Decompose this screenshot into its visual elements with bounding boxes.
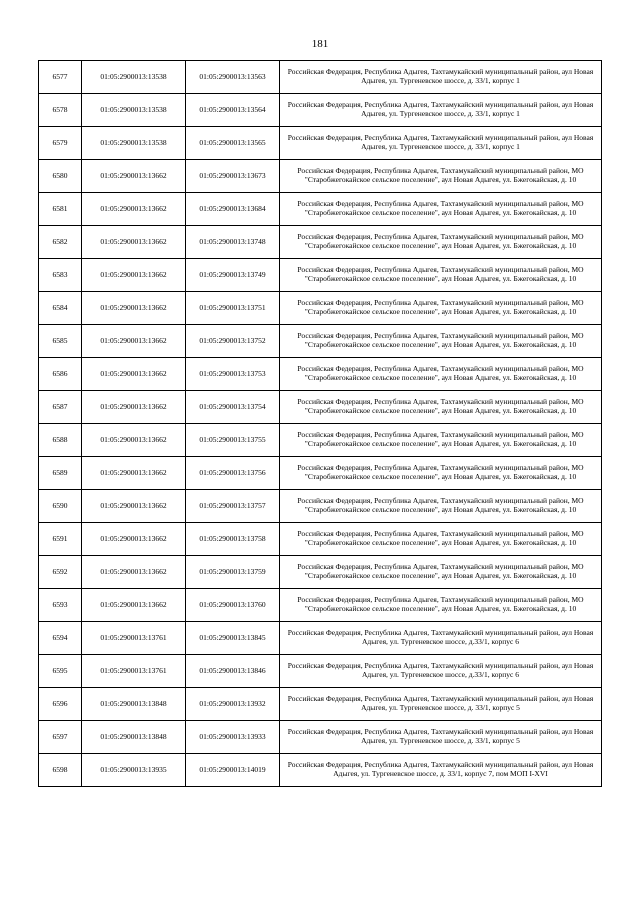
parent-cadastral-number-cell: 01:05:2900013:13662 <box>82 457 186 490</box>
table-row <box>39 655 602 688</box>
table-row <box>39 589 602 622</box>
parent-cadastral-number-cell: 01:05:2900013:13538 <box>82 127 186 160</box>
row-number-cell: 6587 <box>39 391 82 424</box>
row-number-cell: 6593 <box>39 589 82 622</box>
row-number-cell: 6579 <box>39 127 82 160</box>
table-row <box>39 94 602 127</box>
row-number-cell: 6583 <box>39 259 82 292</box>
address-cell: Российская Федерация, Республика Адыгея, Тахтамукайский муниципальный район, МО "Старобжегокайское сельское поселение", аул Новая Адыгея, ул. Бжегокайская, д. 10 <box>280 358 602 391</box>
parent-cadastral-number-cell: 01:05:2900013:13662 <box>82 391 186 424</box>
row-number-cell: 6594 <box>39 622 82 655</box>
row-number-cell: 6591 <box>39 523 82 556</box>
row-number-cell: 6592 <box>39 556 82 589</box>
parent-cadastral-number-cell: 01:05:2900013:13848 <box>82 721 186 754</box>
address-cell: Российская Федерация, Республика Адыгея, Тахтамукайский муниципальный район, МО "Старобжегокайское сельское поселение", аул Новая Адыгея, ул. Бжегокайская, д. 10 <box>280 325 602 358</box>
address-cell: Российская Федерация, Республика Адыгея, Тахтамукайский муниципальный район, МО "Старобжегокайское сельское поселение", аул Новая Адыгея, ул. Бжегокайская, д. 10 <box>280 424 602 457</box>
cadastral-number-cell: 01:05:2900013:14019 <box>186 754 280 787</box>
table-row <box>39 325 602 358</box>
address-cell: Российская Федерация, Республика Адыгея, Тахтамукайский муниципальный район, аул Новая Адыгея, ул. Тургеневское шоссе, д. 33/1, корпус 5 <box>280 721 602 754</box>
cadastral-register-table <box>38 60 602 787</box>
cadastral-number-cell: 01:05:2900013:13756 <box>186 457 280 490</box>
parent-cadastral-number-cell: 01:05:2900013:13761 <box>82 622 186 655</box>
parent-cadastral-number-cell: 01:05:2900013:13662 <box>82 589 186 622</box>
row-number-cell: 6586 <box>39 358 82 391</box>
parent-cadastral-number-cell: 01:05:2900013:13662 <box>82 556 186 589</box>
cadastral-number-cell: 01:05:2900013:13846 <box>186 655 280 688</box>
parent-cadastral-number-cell: 01:05:2900013:13662 <box>82 523 186 556</box>
row-number-cell: 6580 <box>39 160 82 193</box>
parent-cadastral-number-cell: 01:05:2900013:13761 <box>82 655 186 688</box>
table-row <box>39 457 602 490</box>
row-number-cell: 6588 <box>39 424 82 457</box>
table-row <box>39 688 602 721</box>
table-row <box>39 424 602 457</box>
address-cell: Российская Федерация, Республика Адыгея, Тахтамукайский муниципальный район, аул Новая Адыгея, ул. Тургеневское шоссе, д.33/1, корпус 6 <box>280 622 602 655</box>
parent-cadastral-number-cell: 01:05:2900013:13848 <box>82 688 186 721</box>
address-cell: Российская Федерация, Республика Адыгея, Тахтамукайский муниципальный район, аул Новая Адыгея, ул. Тургеневское шоссе, д. 33/1, корпус 1 <box>280 61 602 94</box>
cadastral-number-cell: 01:05:2900013:13845 <box>186 622 280 655</box>
parent-cadastral-number-cell: 01:05:2900013:13662 <box>82 193 186 226</box>
page-number: 181 <box>311 38 329 50</box>
parent-cadastral-number-cell: 01:05:2900013:13662 <box>82 292 186 325</box>
table-row <box>39 61 602 94</box>
row-number-cell: 6595 <box>39 655 82 688</box>
cadastral-number-cell: 01:05:2900013:13751 <box>186 292 280 325</box>
cadastral-number-cell: 01:05:2900013:13563 <box>186 61 280 94</box>
table-row <box>39 556 602 589</box>
address-cell: Российская Федерация, Республика Адыгея, Тахтамукайский муниципальный район, МО "Старобжегокайское сельское поселение", аул Новая Адыгея, ул. Бжегокайская, д. 10 <box>280 226 602 259</box>
table-row <box>39 523 602 556</box>
table-row <box>39 226 602 259</box>
address-cell: Российская Федерация, Республика Адыгея, Тахтамукайский муниципальный район, МО "Старобжегокайское сельское поселение", аул Новая Адыгея, ул. Бжегокайская, д. 10 <box>280 457 602 490</box>
parent-cadastral-number-cell: 01:05:2900013:13662 <box>82 358 186 391</box>
address-cell: Российская Федерация, Республика Адыгея, Тахтамукайский муниципальный район, МО "Старобжегокайское сельское поселение", аул Новая Адыгея, ул. Бжегокайская, д. 10 <box>280 391 602 424</box>
table-row <box>39 391 602 424</box>
row-number-cell: 6581 <box>39 193 82 226</box>
cadastral-number-cell: 01:05:2900013:13760 <box>186 589 280 622</box>
table-row <box>39 160 602 193</box>
cadastral-number-cell: 01:05:2900013:13565 <box>186 127 280 160</box>
row-number-cell: 6589 <box>39 457 82 490</box>
cadastral-number-cell: 01:05:2900013:13933 <box>186 721 280 754</box>
row-number-cell: 6596 <box>39 688 82 721</box>
table-row <box>39 721 602 754</box>
cadastral-number-cell: 01:05:2900013:13932 <box>186 688 280 721</box>
row-number-cell: 6578 <box>39 94 82 127</box>
address-cell: Российская Федерация, Республика Адыгея, Тахтамукайский муниципальный район, аул Новая Адыгея, ул. Тургеневское шоссе, д. 33/1, корпус 1 <box>280 94 602 127</box>
cadastral-number-cell: 01:05:2900013:13757 <box>186 490 280 523</box>
parent-cadastral-number-cell: 01:05:2900013:13538 <box>82 94 186 127</box>
parent-cadastral-number-cell: 01:05:2900013:13662 <box>82 325 186 358</box>
cadastral-number-cell: 01:05:2900013:13684 <box>186 193 280 226</box>
parent-cadastral-number-cell: 01:05:2900013:13662 <box>82 226 186 259</box>
table-row <box>39 358 602 391</box>
cadastral-number-cell: 01:05:2900013:13748 <box>186 226 280 259</box>
parent-cadastral-number-cell: 01:05:2900013:13662 <box>82 160 186 193</box>
address-cell: Российская Федерация, Республика Адыгея, Тахтамукайский муниципальный район, аул Новая Адыгея, ул. Тургеневское шоссе, д. 33/1, корпус 1 <box>280 127 602 160</box>
table-row <box>39 193 602 226</box>
cadastral-number-cell: 01:05:2900013:13752 <box>186 325 280 358</box>
table-row <box>39 127 602 160</box>
cadastral-number-cell: 01:05:2900013:13758 <box>186 523 280 556</box>
row-number-cell: 6585 <box>39 325 82 358</box>
cadastral-number-cell: 01:05:2900013:13755 <box>186 424 280 457</box>
table-body <box>39 61 602 787</box>
address-cell: Российская Федерация, Республика Адыгея, Тахтамукайский муниципальный район, МО "Старобжегокайское сельское поселение", аул Новая Адыгея, ул. Бжегокайская, д. 10 <box>280 160 602 193</box>
parent-cadastral-number-cell: 01:05:2900013:13935 <box>82 754 186 787</box>
address-cell: Российская Федерация, Республика Адыгея, Тахтамукайский муниципальный район, МО "Старобжегокайское сельское поселение", аул Новая Адыгея, ул. Бжегокайская, д. 10 <box>280 259 602 292</box>
address-cell: Российская Федерация, Республика Адыгея, Тахтамукайский муниципальный район, МО "Старобжегокайское сельское поселение", аул Новая Адыгея, ул. Бжегокайская, д. 10 <box>280 193 602 226</box>
cadastral-number-cell: 01:05:2900013:13673 <box>186 160 280 193</box>
cadastral-number-cell: 01:05:2900013:13754 <box>186 391 280 424</box>
table-row <box>39 622 602 655</box>
table-row <box>39 490 602 523</box>
parent-cadastral-number-cell: 01:05:2900013:13538 <box>82 61 186 94</box>
table-row <box>39 754 602 787</box>
row-number-cell: 6598 <box>39 754 82 787</box>
address-cell: Российская Федерация, Республика Адыгея, Тахтамукайский муниципальный район, МО "Старобжегокайское сельское поселение", аул Новая Адыгея, ул. Бжегокайская, д. 10 <box>280 490 602 523</box>
address-cell: Российская Федерация, Республика Адыгея, Тахтамукайский муниципальный район, аул Новая Адыгея, ул. Тургеневское шоссе, д. 33/1, корпус 5 <box>280 688 602 721</box>
address-cell: Российская Федерация, Республика Адыгея, Тахтамукайский муниципальный район, МО "Старобжегокайское сельское поселение", аул Новая Адыгея, ул. Бжегокайская, д. 10 <box>280 292 602 325</box>
parent-cadastral-number-cell: 01:05:2900013:13662 <box>82 259 186 292</box>
cadastral-number-cell: 01:05:2900013:13753 <box>186 358 280 391</box>
table-row <box>39 259 602 292</box>
parent-cadastral-number-cell: 01:05:2900013:13662 <box>82 490 186 523</box>
address-cell: Российская Федерация, Республика Адыгея, Тахтамукайский муниципальный район, МО "Старобжегокайское сельское поселение", аул Новая Адыгея, ул. Бжегокайская, д. 10 <box>280 523 602 556</box>
row-number-cell: 6584 <box>39 292 82 325</box>
row-number-cell: 6590 <box>39 490 82 523</box>
cadastral-number-cell: 01:05:2900013:13749 <box>186 259 280 292</box>
row-number-cell: 6577 <box>39 61 82 94</box>
address-cell: Российская Федерация, Республика Адыгея, Тахтамукайский муниципальный район, МО "Старобжегокайское сельское поселение", аул Новая Адыгея, ул. Бжегокайская, д. 10 <box>280 556 602 589</box>
cadastral-number-cell: 01:05:2900013:13759 <box>186 556 280 589</box>
row-number-cell: 6582 <box>39 226 82 259</box>
address-cell: Российская Федерация, Республика Адыгея, Тахтамукайский муниципальный район, МО "Старобжегокайское сельское поселение", аул Новая Адыгея, ул. Бжегокайская, д. 10 <box>280 589 602 622</box>
cadastral-number-cell: 01:05:2900013:13564 <box>186 94 280 127</box>
row-number-cell: 6597 <box>39 721 82 754</box>
table-row <box>39 292 602 325</box>
address-cell: Российская Федерация, Республика Адыгея, Тахтамукайский муниципальный район, аул Новая Адыгея, ул. Тургеневское шоссе, д.33/1, корпус 6 <box>280 655 602 688</box>
parent-cadastral-number-cell: 01:05:2900013:13662 <box>82 424 186 457</box>
address-cell: Российская Федерация, Республика Адыгея, Тахтамукайский муниципальный район, аул Новая Адыгея, ул. Тургеневское шоссе, д. 33/1, корпус 7, пом МОП I-XVI <box>280 754 602 787</box>
